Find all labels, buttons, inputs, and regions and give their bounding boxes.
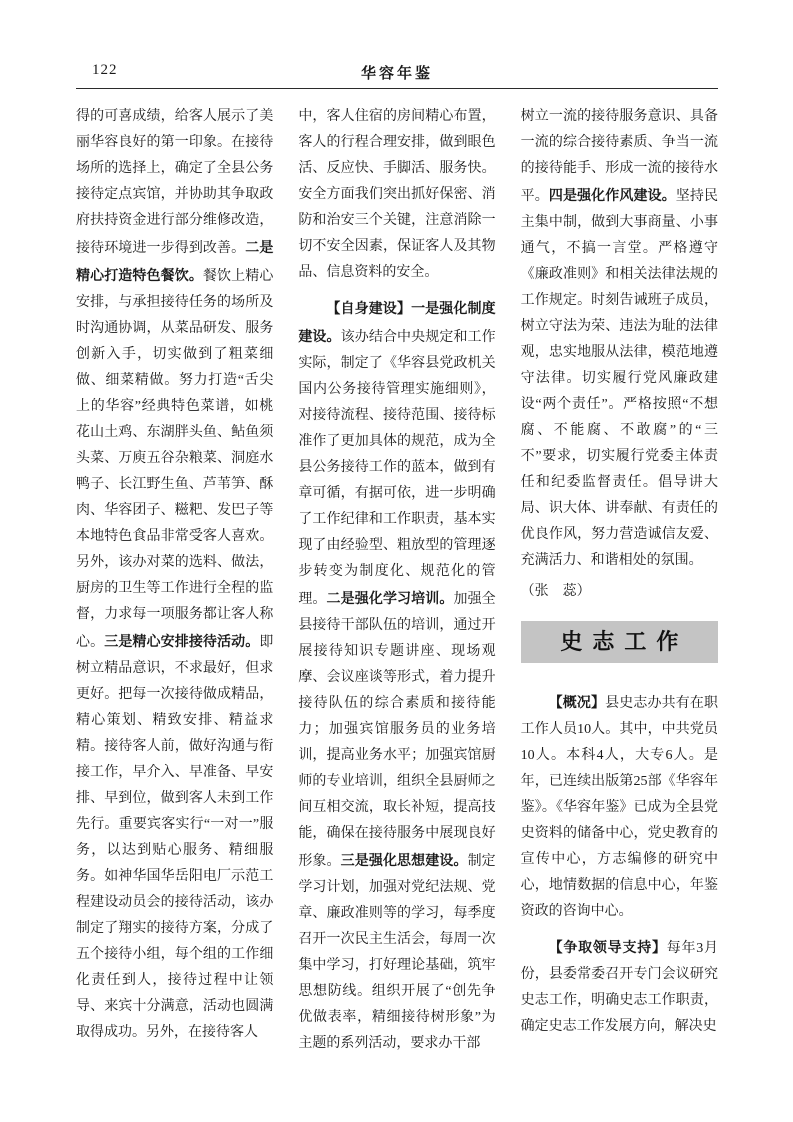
text-run: 每年3月份，县委常委召开专门会议研究史志工作，明确史志工作职责，确定史志工作发展方向，解决史 [520,941,718,1034]
paragraph-reception-work [76,104,273,1046]
text-run: 坚持民主集中制，做到大事商量、小事通气，不搞一言堂。严格遵守《廉政准则》和相关法律法规的工作规定。时刻告诫班子成员，树立守法为荣、违法为耻的法律观，忠实地服从法律，模范地遵守法律。切实履行党风廉政建设“两个责任”。严格按照“不想腐、不能腐、不敢腐”的“三不”要求，切实履行党委主体责任和纪委监督责任。倡导讲大局、识大体、讲奉献、有责任的优良作风，努力营造诚信友爱、充满活力、和谐相处的氛围。 [520,189,719,568]
bold-lead: 三是强化思想建设。 [340,852,468,868]
bold-lead: 二是强化学习培训。 [326,590,454,606]
bold-lead: 一是强化制度建设。 [298,300,496,344]
text-run: 得的可喜成绩，给客人展示了美丽华容良好的第一印象。在接待场所的选择上，确定了全县公务接待定点宾馆，并协助其争取政府扶持资金进行部分维修改造，接待环境进一步得到改善。 [76,109,274,256]
text-run: 餐饮上精心安排，与承担接待任务的场所及时沟通协调，从菜品研发、服务创新入手，切实做到了粗菜细做、细菜精做。努力打造“舌尖上的华容”经典特色菜谱，如桃花山土鸡、东湖胖头鱼、鲇鱼须头菜、万庾五谷杂粮菜、洞庭水鸭子、长江野生鱼、芦苇笋、酥肉、华容团子、糍粑、发巴子等本地特色食品非常受客人喜欢。另外，该办对菜的选料、做法，厨房的卫生等工作进行全程的监督，力求每一项服务都让客人称心。 [76,269,274,650]
bold-lead: 四是强化作风建设。 [548,187,676,203]
paragraph-continuation [521,104,718,574]
bold-lead: 二是精心打造特色餐饮。 [76,239,274,283]
column-right [521,104,718,1057]
text-run: 中，客人住宿的房间精心布置，客人的行程合理安排，做到眼色活、反应快、手脚活、服务快。安全方面我们突出抓好保密、消防和治安三个关键，注意消除一切不安全因素，保证客人及其物品、信息资料的安全。 [298,109,496,280]
column-left [76,104,273,1057]
paragraph-overview [521,689,718,925]
text-run: 县史志办共有在职工作人员10人。其中，中共党员10人。本科4人，大专6人。是年，已连续出版第25部《华容年鉴》。《华容年鉴》已成为全县党史资料的储备中心，党史教育的宣传中心，方志编修的研究中心，地情数据的信息中心，年鉴资政的咨询中心。 [520,696,718,919]
author-attribution: （张 蕊） [520,584,591,599]
entry-label: 【自身建设】 [326,300,412,316]
entry-label: 【概况】 [548,694,606,710]
bold-lead: 三是精心安排接待活动。 [104,633,260,649]
text-run: 该办结合中央规定和工作实际，制定了《华容县党政机关国内公务接待管理实施细则》，对接待流程、接待范围、接待标准作了更加具体的规范，成为全县公务接待工作的蓝本，做到有章可循，有据可依，进一步明确了工作纪律和工作职责，基本实现了由经验型、粗放型的管理逐步转变为制度化、规范化的管理。 [298,330,496,607]
paragraph-continuation [298,104,495,286]
text-run: 制定学习计划，加强对党纪法规、党章、廉政准则等的学习，每季度召开一次民主生活会，每周一次集中学习，打好理论基础，筑牢思想防线。组织开展了“创先争优做表率，精细接待树形象”为主题的系列活动，要求办干部 [298,854,496,1051]
paragraph-leadership-support [521,934,718,1040]
text-run: 即树立精品意识，不求最好，但求更好。把每一次接待做成精品，精心策划、精致安排、精益求精。接待客人前，做好沟通与衔接工作，早介入、早准备、早安排、早到位，做到客人未到工作先行。重要宾客实行“一对一”服务，以达到贴心服务、精细服务。如神华国华岳阳电厂示范工程建设动员会的接待活动，该办制定了翔实的接待方案，分成了五个接待小组，每个组的工作细化责任到人，接待过程中让领导、来宾十分满意，活动也圆满取得成功。另外，在接待客人 [76,635,274,1040]
page-number: 122 [92,62,118,78]
paragraph-self-construction [298,295,495,1057]
section-title: 史志工作 [560,629,689,654]
text-columns [76,104,718,1057]
page-header [76,62,718,84]
header-rule [76,88,718,89]
entry-label: 【争取领导支持】 [548,939,667,955]
column-middle [298,104,495,1057]
text-run: 树立一流的接待服务意识、具备一流的综合接待素质、争当一流的接待能手、形成一流的接待水平。 [520,109,718,204]
text-run: 加强全县接待干部队伍的培训，通过开展接待知识专题讲座、现场观摩、会议座谈等形式，着力提升接待队伍的综合素质和接待能力；加强宾馆服务员的业务培训，提高业务水平；加强宾馆厨师的专业培训，组织全县厨师之间互相交流，取长补短，提高技能，确保在接待服务中展现良好形象。 [298,592,496,869]
publication-title: 华容年鉴 [360,66,433,82]
section-title-box [521,621,718,663]
